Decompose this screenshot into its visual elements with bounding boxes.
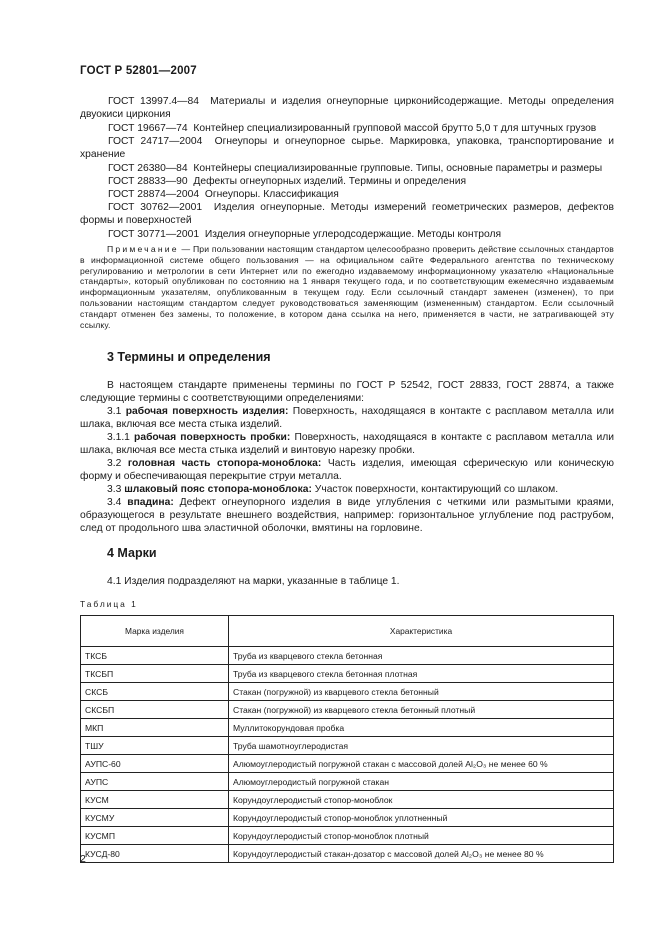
table-row xyxy=(81,665,614,683)
section-3-intro: В настоящем стандарте применены термины по ГОСТ Р 52542, ГОСТ 28833, ГОСТ 28874, а также следующие термины с соответствующими определениями: xyxy=(80,380,614,405)
term-entry: 3.1.1 рабочая поверхность пробки: Поверхность, находящаяся в контакте с расплавом металла или шлака, включая все места стыка изделий и винтовую нарезку пробки. xyxy=(80,432,614,457)
table-row xyxy=(81,683,614,701)
section-3-heading: 3 Термины и определения xyxy=(107,350,271,364)
term-entry: 3.1 рабочая поверхность изделия: Поверхность, находящаяся в контакте с расплавом металла или шлака, включая все места стыка изделий. xyxy=(80,406,614,431)
table-row xyxy=(81,845,614,863)
table-row xyxy=(81,701,614,719)
ref-item: ГОСТ 19667—74 Контейнер специализированный групповой массой брутто 5,0 т для штучных грузов xyxy=(108,123,597,134)
term-entry: 3.4 впадина: Дефект огнеупорного изделия в виде углубления с четкими или размытыми краями, образующегося в результате внешнего воздействия, например: горизонтальное углубление под раструбом, след от продольного шва эластичной оболочки, вмятины на горловине. xyxy=(80,497,614,535)
ref-item: ГОСТ 28874—2004 Огнеупоры. Классификация xyxy=(108,189,339,200)
cell-mark: КУСМУ xyxy=(81,809,229,827)
ref-item: ГОСТ 30771—2001 Изделия огнеупорные углеродсодержащие. Методы контроля xyxy=(108,229,502,240)
table-row xyxy=(81,791,614,809)
table-row xyxy=(81,719,614,737)
ref-item: ГОСТ 24717—2004 Огнеупоры и огнеупорное сырье. Маркировка, упаковка, транспортирование и хранение xyxy=(80,136,614,161)
cell-characteristic: Корундоуглеродистый стакан-дозатор с массовой долей Al₂O₃ не менее 80 % xyxy=(229,845,614,863)
table-row xyxy=(81,827,614,845)
cell-characteristic: Алюмоуглеродистый погружной стакан xyxy=(229,773,614,791)
cell-characteristic: Стакан (погружной) из кварцевого стекла бетонный плотный xyxy=(229,701,614,719)
section-4-para: 4.1 Изделия подразделяют на марки, указанные в таблице 1. xyxy=(107,576,400,587)
cell-mark: КУСМП xyxy=(81,827,229,845)
cell-mark: КУСД-80 xyxy=(81,845,229,863)
table-row xyxy=(81,647,614,665)
table-row xyxy=(81,755,614,773)
cell-mark: СКСБ xyxy=(81,683,229,701)
table-row xyxy=(81,809,614,827)
cell-characteristic: Корундоуглеродистый стопор-моноблок плотный xyxy=(229,827,614,845)
term-entry: 3.2 головная часть стопора-моноблока: Часть изделия, имеющая сферическую или коническую форму и обеспечивающая перекрытие струи металла. xyxy=(80,458,614,483)
page-header: ГОСТ Р 52801—2007 xyxy=(80,65,197,77)
cell-mark: КУСМ xyxy=(81,791,229,809)
cell-characteristic: Корундоуглеродистый стопор-моноблок xyxy=(229,791,614,809)
cell-characteristic: Алюмоуглеродистый погружной стакан с массовой долей Al₂O₃ не менее 60 % xyxy=(229,755,614,773)
table-caption: Таблица 1 xyxy=(80,599,138,609)
cell-mark: ТКСБ xyxy=(81,647,229,665)
cell-mark: АУПС xyxy=(81,773,229,791)
cell-characteristic: Стакан (погружной) из кварцевого стекла бетонный xyxy=(229,683,614,701)
note-block xyxy=(80,244,614,330)
ref-item: ГОСТ 13997.4—84 Материалы и изделия огнеупорные цирконийсодержащие. Методы определения двуокиси циркония xyxy=(80,96,614,121)
term-entry: 3.3 шлаковый пояс стопора-моноблока: Участок поверхности, контактирующий со шлаком. xyxy=(107,484,559,495)
col-header-characteristic: Характеристика xyxy=(229,616,614,647)
cell-characteristic: Корундоуглеродистый стопор-моноблок уплотненный xyxy=(229,809,614,827)
ref-item: ГОСТ 26380—84 Контейнеры специализированные групповые. Типы, основные параметры и размеры xyxy=(108,163,603,174)
marks-table xyxy=(80,615,614,863)
cell-mark: МКП xyxy=(81,719,229,737)
cell-mark: АУПС-60 xyxy=(81,755,229,773)
ref-item: ГОСТ 30762—2001 Изделия огнеупорные. Методы измерений геометрических размеров, дефектов формы и поверхностей xyxy=(80,202,614,227)
ref-item: ГОСТ 28833—90 Дефекты огнеупорных изделий. Термины и определения xyxy=(108,176,467,187)
cell-mark: ТКСБП xyxy=(81,665,229,683)
section-4-heading: 4 Марки xyxy=(107,546,157,560)
note-text: — При пользовании настоящим стандартом целесообразно проверить действие ссылочных стандартов в информационной системе общего пользования — на официальном сайте Федерального агентства по техническому регулированию и метрологии в сети Интернет или по ежегодно издаваемому информационному указателю «Национальные стандарты», который опубликован по состоянию на 1 января текущего года, и по соответствующим ежемесячно издаваемым информационным указателям, опубликованным в текущем году. Если ссылочный стандарт заменен (изменен), то при пользовании настоящим стандартом следует руководствоваться заменяющим (измененным) стандартом. Если ссылочный стандарт отменен без замены, то положение, в котором дана ссылка на него, применяется в части, не затрагивающей эту ссылку. xyxy=(80,244,614,330)
table-header-row xyxy=(81,616,614,647)
table-row xyxy=(81,773,614,791)
cell-characteristic: Труба шамотноуглеродистая xyxy=(229,737,614,755)
col-header-mark: Марка изделия xyxy=(81,616,229,647)
note-label: Примечание xyxy=(107,244,179,254)
cell-characteristic: Муллитокорундовая пробка xyxy=(229,719,614,737)
cell-characteristic: Труба из кварцевого стекла бетонная плотная xyxy=(229,665,614,683)
cell-characteristic: Труба из кварцевого стекла бетонная xyxy=(229,647,614,665)
cell-mark: ТШУ xyxy=(81,737,229,755)
page-number: 2 xyxy=(80,853,86,865)
table-row xyxy=(81,737,614,755)
cell-mark: СКСБП xyxy=(81,701,229,719)
